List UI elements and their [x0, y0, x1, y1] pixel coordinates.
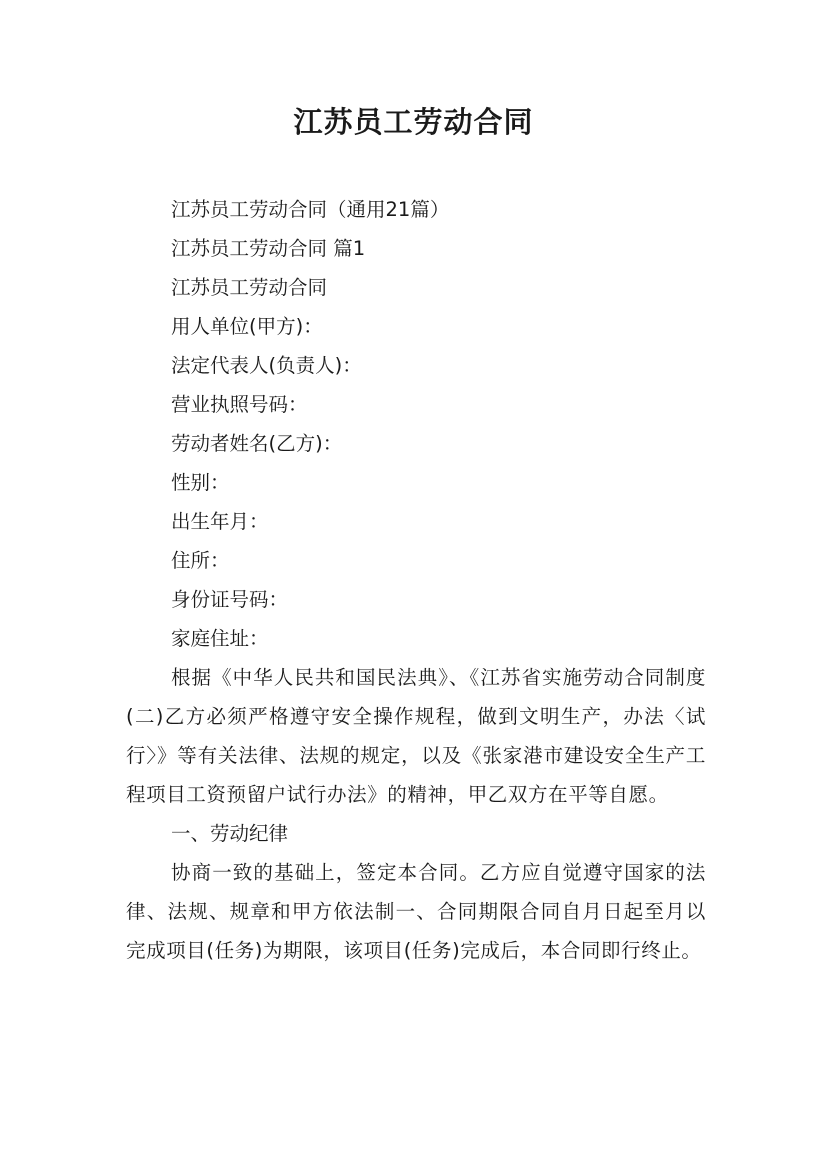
- document-body: [126, 190, 706, 970]
- field-gender: 性别：: [171, 471, 230, 494]
- field-birth-date: 出生年月：: [171, 510, 269, 533]
- section-heading-labor-discipline: 一、劳动纪律: [171, 822, 289, 845]
- field-home-address: 家庭住址：: [171, 627, 269, 650]
- paragraph-contract-term: 协商一致的基础上，签定本合同。乙方应自觉遵守国家的法律、法规、规章和甲方依法制一、合同期限合同自月日起至月以完成项目(任务)为期限，该项目(任务)完成后，本合同即行终止。: [126, 861, 706, 962]
- article-heading: 江苏员工劳动合同 篇1: [171, 237, 366, 260]
- contract-name: 江苏员工劳动合同: [171, 276, 328, 299]
- field-residence: 住所：: [171, 549, 230, 572]
- field-legal-representative: 法定代表人(负责人)：: [171, 354, 362, 377]
- paragraph-legal-basis: 根据《中华人民共和国民法典》、《江苏省实施劳动合同制度(二)乙方必须严格遵守安全操作规程，做到文明生产，办法〈试行〉》等有关法律、法规的规定，以及《张家港市建设安全生产工程项目工资预留户试行办法》的精神，甲乙双方在平等自愿。: [126, 666, 706, 806]
- field-employee-name: 劳动者姓名(乙方)：: [171, 432, 343, 455]
- field-id-number: 身份证号码：: [171, 588, 289, 611]
- document-subtitle: 江苏员工劳动合同（通用21篇）: [171, 198, 450, 221]
- field-business-license: 营业执照号码：: [171, 393, 308, 416]
- document-title: 江苏员工劳动合同: [293, 105, 534, 139]
- field-employer: 用人单位(甲方)：: [171, 315, 323, 338]
